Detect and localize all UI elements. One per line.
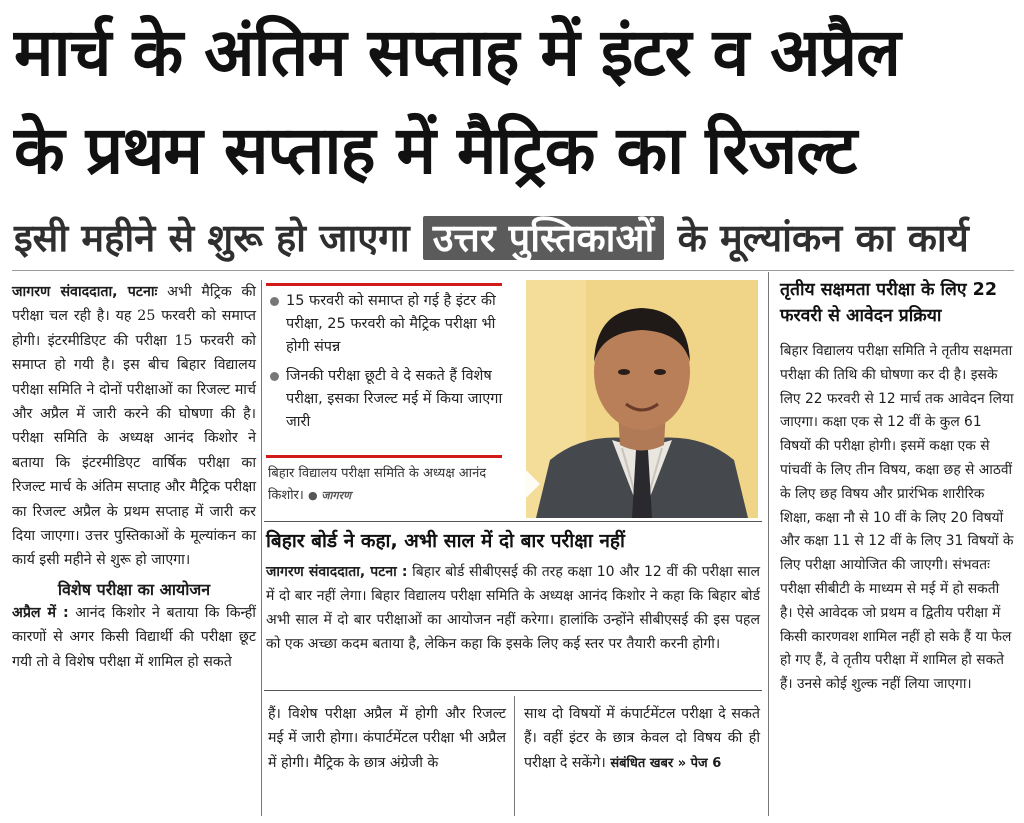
story2-title: बिहार बोर्ड ने कहा, अभी साल में दो बार परीक्षा नहीं	[266, 530, 625, 552]
left-paragraph-2-text: आनंद किशोर ने बताया कि किन्हीं कारणों से अगर किसी विद्यार्थी की परीक्षा छूट गयी तो वे विशेष परीक्षा में शामिल हो सकते	[12, 604, 256, 670]
portrait-illustration	[526, 280, 758, 518]
column-divider-right	[768, 272, 769, 816]
left-paragraph-2-lead: अप्रैल में :	[12, 604, 69, 621]
column-divider-left	[261, 280, 262, 816]
subheading	[14, 212, 1014, 264]
headline-line-1: मार्च के अंतिम सप्ताह में इंटर व अप्रैल	[14, 14, 900, 91]
story2-body	[266, 560, 760, 656]
highlights-box	[268, 290, 504, 440]
highlight-top-rule	[266, 283, 502, 286]
left-paragraph-1	[12, 280, 256, 573]
related-story-link[interactable]: संबंधित खबर » पेज 6	[610, 755, 722, 771]
highlight-item	[268, 365, 504, 434]
subheading-text-after: के मूल्यांकन का कार्य	[664, 216, 969, 260]
headline-line-2: के प्रथम सप्ताह में मैट्रिक का रिजल्ट	[14, 112, 857, 189]
story2-text: बिहार बोर्ड सीबीएसई की तरह कक्षा 10 और 12 वीं की परीक्षा साल में दो बार नहीं लेगा। बिहार विद्यालय परीक्षा समिति के अध्यक्ष आनंद किशोर ने कहा कि बिहार बोर्ड अभी साल में दो बार परीक्षाओं का आयोजन नहीं करेगा। हालांकि उन्होंने सीबीएसई की इस पहल को एक अच्छा कदम बताया है, लेकिन कहा कि इसके लिए कई स्तर पर तैयारी करनी होगी।	[266, 564, 760, 652]
bottom-column-divider	[514, 696, 515, 816]
bottom-column-1: हैं। विशेष परीक्षा अप्रैल में होगी और रिजल्ट मई में जारी होगा। कंपार्टमेंटल परीक्षा भी अप्रैल में होगी। मैट्रिक के छात्र अंग्रेजी के	[268, 706, 506, 771]
left-paragraph-2	[12, 601, 256, 674]
highlight-text: जिनकी परीक्षा छूटी वे दे सकते हैं विशेष परीक्षा, इसका रिजल्ट मई में किया जाएगा जारी	[286, 368, 503, 430]
portrait-photo	[526, 280, 758, 518]
highlight-text: 15 फरवरी को समाप्त हो गई है इंटर की परीक्षा, 25 फरवरी को मैट्रिक परीक्षा भी होगी संपन्न	[286, 293, 496, 355]
right-column-body: बिहार विद्यालय परीक्षा समिति ने तृतीय सक्षमता परीक्षा की तिथि की घोषणा कर दी है। इसके लिए 22 फरवरी से 12 मार्च तक आवेदन लिया जाएगा। कक्षा एक से 12 वीं के कुल 61 विषयों की परीक्षा होगी। इसमें कक्षा एक से पांचवीं के लिए तीन विषय, कक्षा छह से आठवीं के लिए छह विषय और प्रारंभिक शारीरिक शिक्षा, कक्षा नौ से 10 वीं के लिए 20 विषयों और कक्षा 11 से 12 वीं के लिए 31 विषयों के लिए परीक्षा आयोजित की जाएगी। संभवतः परीक्षा सीबीटी के माध्यम से मई में हो सकती है। ऐसे आवेदक जो प्रथम व द्वितीय परीक्षा में किसी कारणवश शामिल नहीं हो सके हैं या फेल हो गए हैं, वे तृतीय परीक्षा में शामिल हो सकते हैं। उनसे कोई शुल्क नहीं लिया जाएगा।	[780, 343, 1014, 693]
left-column-story	[12, 280, 256, 674]
caption-text: बिहार विद्यालय परीक्षा समिति के अध्यक्ष आनंद किशोर।	[268, 466, 487, 503]
photo-caption	[268, 463, 508, 507]
right-column-title: तृतीय सक्षमता परीक्षा के लिए 22 फरवरी से आवेदन प्रक्रिया	[780, 280, 998, 326]
dateline: जागरण संवाददाता, पटनाः	[12, 284, 158, 300]
headline	[14, 4, 1014, 200]
story2-bottom-divider	[264, 690, 762, 691]
left-subheading: विशेष परीक्षा का आयोजन	[57, 579, 211, 599]
top-divider	[12, 270, 1014, 271]
left-paragraph-1-text: अभी मैट्रिक की परीक्षा चल रही है। यह 25 फरवरी को समाप्त होगी। इंटरमीडिएट की परीक्षा 15 फरवरी को समाप्त हो गयी है। इस बीच बिहार विद्यालय परीक्षा समिति ने दोनों परीक्षाओं का रिजल्ट मार्च और अप्रैल में जारी करने की घोषणा की है। परीक्षा समिति के अध्यक्ष आनंद किशोर ने बताया कि इंटरमीडिएट वार्षिक परीक्षा का रिजल्ट मार्च के अंतिम सप्ताह और मैट्रिक परीक्षा का रिजल्ट अप्रैल के प्रथम सप्ताह में जारी कर दिया जाएगा। उत्तर पुस्तिकाओं के मूल्यांकन का कार्य इसी महीने से शुरू हो जाएगा।	[12, 284, 256, 569]
subheading-text-before: इसी महीने से शुरू हो जाएगा	[14, 216, 423, 260]
bullet-icon	[270, 297, 279, 306]
caption-credit: ● जागरण	[307, 489, 352, 502]
story2-top-divider	[264, 521, 762, 522]
story2-dateline: जागरण संवाददाता, पटना :	[266, 564, 408, 580]
subheading-highlight: उत्तर पुस्तिकाओं	[423, 216, 665, 260]
highlight-item	[268, 290, 504, 359]
bullet-icon	[270, 372, 279, 381]
highlight-bottom-rule	[266, 455, 502, 458]
bottom-column-2	[524, 702, 760, 776]
bottom-column-2-text: साथ दो विषयों में कंपार्टमेंटल परीक्षा दे सकते हैं। वहीं इंटर के छात्र केवल दो विषय की ही परीक्षा दे सकेंगे।	[524, 706, 760, 771]
